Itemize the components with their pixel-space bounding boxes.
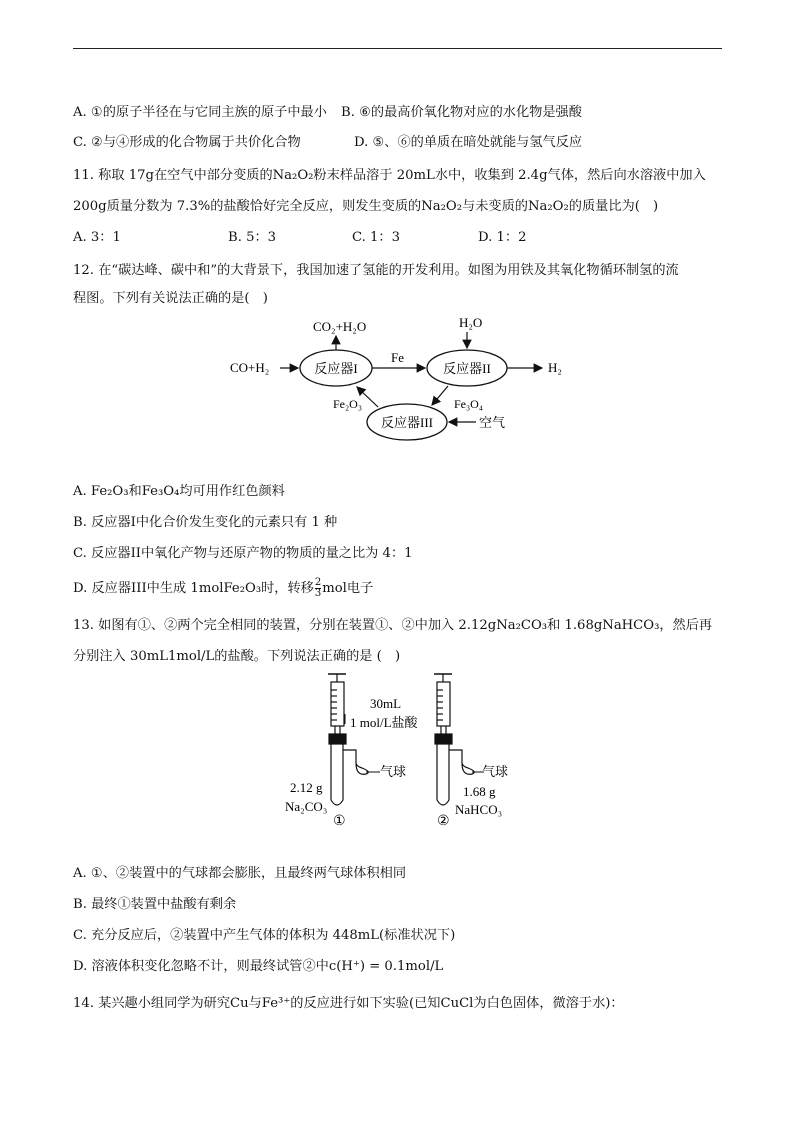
q11-option-b: B. 5：3: [228, 230, 277, 245]
flow-fe2o3-label: Fe₂O₃: [333, 397, 363, 411]
q13-option-a: A. ①、②装置中的气球都会膨胀，且最终两气球体积相同: [73, 866, 407, 881]
acid-concentration-label: 1 mol/L盐酸: [350, 715, 418, 730]
q12-option-d-prefix: D. 反应器III中生成 1molFe₂O₃时，转移: [73, 581, 314, 596]
q13-stem-line1: 13. 如图有①、②两个完全相同的装置，分别在装置①、②中加入 2.12gNa₂CO₃和 1.68gNaHCO₃，然后再: [73, 618, 713, 633]
flow-h2o-label: H₂O: [459, 315, 483, 330]
left-salt-label: Na₂CO₃: [285, 799, 328, 814]
left-number-label: ①: [333, 814, 346, 829]
arrow-fe3o4: [432, 386, 448, 405]
acid-volume-label: 30mL: [370, 696, 402, 711]
flow-diagram: [0, 310, 794, 460]
q10-option-d: D. ⑤、⑥的单质在暗处就能与氢气反应: [354, 135, 583, 150]
flow-fe-label: Fe: [391, 350, 404, 365]
q11-stem-line1: 11. 称取 17g在空气中部分变质的Na₂O₂粉末样品溶于 20mL水中，收集到 2.4g气体，然后向水溶液中加入: [73, 168, 706, 183]
fraction-denominator: 3: [314, 588, 322, 599]
fraction: [315, 578, 321, 599]
reactor-2-label: 反应器II: [443, 361, 491, 376]
q12-option-d-suffix: mol电子: [322, 581, 374, 596]
left-balloon-label: 气球: [380, 764, 407, 779]
left-mass-label: 2.12 g: [290, 780, 323, 795]
flow-air-label: 空气: [479, 415, 506, 430]
q12-option-b: B. 反应器I中化合价发生变化的元素只有 1 种: [73, 515, 338, 530]
flow-fe3o4-label: Fe₃O₄: [454, 397, 484, 411]
right-salt-label: NaHCO₃: [455, 802, 503, 817]
q11-stem-line2: 200g质量分数为 7.3%的盐酸恰好完全反应，则发生变质的Na₂O₂与未变质的Na₂O₂的质量比为( ): [73, 199, 659, 214]
flow-input-label: CO+H₂: [230, 360, 270, 375]
q12-option-c: C. 反应器II中氧化产物与还原产物的物质的量之比为 4：1: [73, 546, 413, 561]
q11-option-a: A. 3：1: [73, 230, 121, 245]
q12-option-d: [73, 578, 373, 599]
q13-option-b: B. 最终①装置中盐酸有剩余: [73, 897, 237, 912]
reactor-1-label: 反应器I: [314, 361, 358, 376]
q10-option-a: A. ①的原子半径在与它同主族的原子中最小: [73, 105, 327, 120]
apparatus-left: [328, 674, 368, 805]
right-balloon-label: 气球: [482, 764, 509, 779]
q14-stem-line1: 14. 某兴趣小组同学为研究Cu与Fe³⁺的反应进行如下实验(已知CuCl为白色固体，微溶于水)：: [73, 996, 624, 1011]
header-rule: [73, 48, 722, 49]
fraction-numerator: 2: [314, 577, 322, 588]
q13-stem-line2: 分别注入 30mL1mol/L的盐酸。下列说法正确的是 ( ): [73, 649, 401, 664]
flow-h2-label: H₂: [548, 360, 562, 375]
q11-option-d: D. 1：2: [478, 230, 527, 245]
flow-co2-label: CO₂+H₂O: [313, 319, 367, 334]
right-number-label: ②: [437, 814, 450, 829]
q12-stem-line1: 12. 在“碳达峰、碳中和”的大背景下，我国加速了氢能的开发利用。如图为用铁及其氧化物循环制氢的流: [73, 263, 679, 278]
q10-option-c: C. ②与④形成的化合物属于共价化合物: [73, 135, 301, 150]
apparatus-diagram: [0, 668, 794, 833]
q12-stem-line2: 程图。下列有关说法正确的是( ): [73, 291, 268, 306]
q10-option-b: B. ⑥的最高价氧化物对应的水化物是强酸: [341, 105, 582, 120]
reactor-3-label: 反应器III: [381, 415, 433, 430]
q12-option-a: A. Fe₂O₃和Fe₃O₄均可用作红色颜料: [73, 484, 285, 499]
q11-option-c: C. 1：3: [352, 230, 400, 245]
q13-option-c: C. 充分反应后，②装置中产生气体的体积为 448mL(标准状况下): [73, 928, 456, 943]
right-mass-label: 1.68 g: [463, 784, 496, 799]
q13-option-d: D. 溶液体积变化忽略不计，则最终试管②中c(H⁺) = 0.1mol/L: [73, 959, 444, 974]
